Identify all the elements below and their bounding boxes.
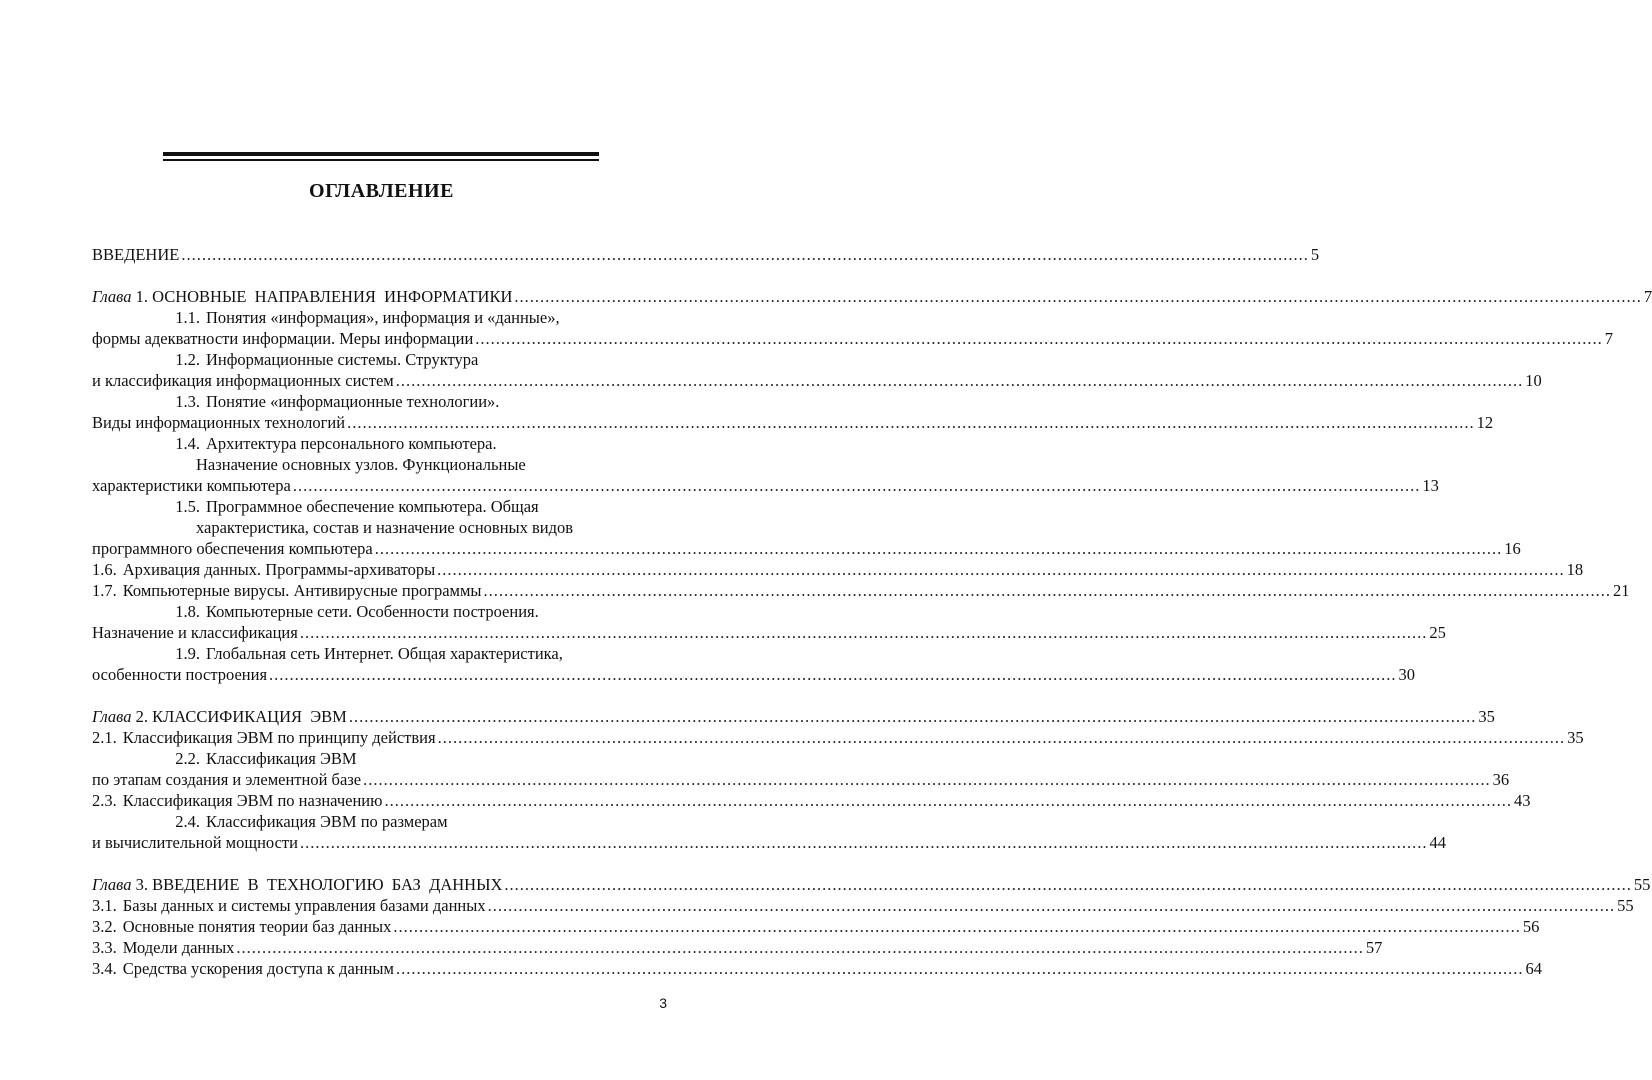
toc-section-row[interactable] — [92, 412, 1494, 433]
leader-dots: ............................................................................................................................................................................................................................ — [514, 287, 1642, 306]
toc-chapter-heading — [92, 286, 512, 307]
section-number: 1.9. — [175, 644, 200, 663]
section-number: 1.5. — [175, 497, 200, 516]
leader-dots: ............................................................................................................................................................................................................................ — [395, 371, 1524, 390]
section-title-line: и вычислительной мощности — [92, 833, 298, 852]
section-number: 2.3. — [92, 791, 117, 810]
leader-dots: ............................................................................................................................................................................................................................ — [395, 959, 1524, 978]
chapter-number: 1. — [131, 287, 148, 306]
toc-chapter-row[interactable] — [92, 874, 1651, 895]
toc-section-line — [92, 748, 670, 769]
section-page: 64 — [1525, 959, 1542, 978]
section-title-line: Назначение основных узлов. Функциональные — [196, 455, 526, 474]
toc-section-row[interactable] — [92, 832, 1446, 853]
leader-dots: ............................................................................................................................................................................................................................ — [292, 476, 1421, 495]
leader-dots: ............................................................................................................................................................................................................................ — [363, 770, 1491, 789]
leader-dots: ............................................................................................................................................................................................................................ — [437, 728, 1566, 747]
section-title-line: Средства ускорения доступа к данным — [122, 959, 394, 978]
section-title-line: Классификация ЭВМ по размерам — [206, 812, 448, 831]
toc-section-row[interactable] — [92, 769, 1510, 790]
section-number: 1.1. — [175, 308, 200, 327]
toc-section-row[interactable] — [92, 916, 1540, 937]
section-title-line: Классификация ЭВМ по принципу действия — [122, 728, 436, 747]
chapter-word: Глава — [92, 875, 132, 894]
section-number: 1.3. — [175, 392, 200, 411]
toc-section-row[interactable] — [92, 538, 1521, 559]
section-page: 57 — [1365, 938, 1383, 957]
section-title-line: Классификация ЭВМ — [206, 749, 357, 768]
chapter-page: 55 — [1633, 875, 1651, 894]
leader-dots: ............................................................................................................................................................................................................................ — [299, 623, 1428, 642]
toc-section-row[interactable] — [92, 790, 1531, 811]
chapter-title: КЛАССИФИКАЦИЯ ЭВМ — [152, 707, 347, 726]
toc-section-line — [92, 307, 670, 328]
section-title-line: характеристика, состав и назначение основных видов — [196, 518, 574, 537]
toc-section-row[interactable] — [92, 895, 1634, 916]
toc-section-row[interactable] — [92, 370, 1542, 391]
section-page: 25 — [1429, 623, 1446, 642]
section-number: 2.2. — [175, 749, 200, 768]
toc-intro-label: ВВЕДЕНИЕ — [92, 245, 180, 264]
section-title-line: Программное обеспечение компьютера. Общая — [206, 497, 539, 516]
toc-section-line — [92, 811, 670, 832]
section-page: 56 — [1522, 917, 1540, 936]
section-page: 36 — [1492, 770, 1510, 789]
section-title-line: Базы данных и системы управления базами данных — [122, 896, 486, 915]
header-rule-thin — [163, 159, 599, 161]
section-number: 1.7. — [92, 581, 117, 600]
toc-intro-row[interactable] — [92, 244, 1320, 265]
section-title-line: программного обеспечения компьютера — [92, 539, 373, 558]
toc-section-line — [92, 433, 670, 454]
toc-section-line — [92, 454, 670, 475]
section-number: 1.6. — [92, 560, 117, 579]
section-title-line: Классификация ЭВМ по назначению — [122, 791, 383, 810]
section-title-line: Глобальная сеть Интернет. Общая характеристика, — [206, 644, 563, 663]
toc-section-row[interactable] — [92, 622, 1446, 643]
section-title-line: Компьютерные сети. Особенности построения. — [206, 602, 539, 621]
section-page: 30 — [1398, 665, 1416, 684]
section-page: 10 — [1525, 371, 1542, 390]
leader-dots: ............................................................................................................................................................................................................................ — [487, 896, 1616, 915]
leader-dots: ............................................................................................................................................................................................................................ — [483, 581, 1612, 600]
section-title-line: по этапам создания и элементной базе — [92, 770, 362, 789]
section-page: 18 — [1566, 560, 1584, 579]
section-title-line: Архивация данных. Программы-архиваторы — [122, 560, 436, 579]
chapter-title: ОСНОВНЫЕ НАПРАВЛЕНИЯ ИНФОРМАТИКИ — [152, 287, 513, 306]
section-title-line: особенности построения — [92, 665, 268, 684]
toc-section-row[interactable] — [92, 475, 1439, 496]
section-title-line: Компьютерные вирусы. Антивирусные программы — [122, 581, 482, 600]
toc-section-row[interactable] — [92, 664, 1416, 685]
leader-dots: ............................................................................................................................................................................................................................ — [437, 560, 1565, 579]
section-page: 7 — [1604, 329, 1614, 348]
toc-section-line — [92, 643, 670, 664]
section-number: 3.3. — [92, 938, 117, 957]
toc-section-row[interactable] — [92, 328, 1614, 349]
section-number: 3.1. — [92, 896, 117, 915]
toc-section-line — [92, 496, 670, 517]
toc-chapter-row[interactable] — [92, 286, 1652, 307]
section-page: 16 — [1504, 539, 1521, 558]
toc-section-line — [92, 391, 670, 412]
leader-dots: ............................................................................................................................................................................................................................ — [269, 665, 1397, 684]
page-title: ОГЛАВЛЕНИЕ — [309, 180, 454, 202]
section-number: 2.4. — [175, 812, 200, 831]
toc-intro-page: 5 — [1310, 245, 1320, 264]
toc-section-row[interactable] — [92, 958, 1542, 979]
section-number: 1.8. — [175, 602, 200, 621]
leader-dots: ............................................................................................................................................................................................................................ — [504, 875, 1632, 894]
section-title-line: Модели данных — [122, 938, 235, 957]
leader-dots: ............................................................................................................................................................................................................................ — [299, 833, 1428, 852]
chapter-number: 3. — [131, 875, 148, 894]
page-number: 3 — [659, 995, 667, 1011]
section-title-line: формы адекватности информации. Меры информации — [92, 329, 474, 348]
chapter-word: Глава — [92, 707, 132, 726]
toc-gap — [92, 853, 670, 874]
section-title-line: Информационные системы. Структура — [206, 350, 479, 369]
leader-dots: ............................................................................................................................................................................................................................ — [374, 539, 1503, 558]
toc-section-line — [92, 601, 670, 622]
section-number: 3.4. — [92, 959, 117, 978]
leader-dots: ............................................................................................................................................................................................................................ — [236, 938, 1364, 957]
toc-section-row[interactable] — [92, 580, 1630, 601]
toc-gap — [92, 685, 670, 706]
toc-section-row[interactable] — [92, 937, 1383, 958]
section-title-line: Понятие «информационные технологии». — [206, 392, 500, 411]
section-title-line: Основные понятия теории баз данных — [122, 917, 392, 936]
toc-chapter-row[interactable] — [92, 706, 1495, 727]
table-of-contents — [92, 244, 1652, 979]
leader-dots: ............................................................................................................................................................................................................................ — [393, 917, 1521, 936]
section-page: 13 — [1422, 476, 1439, 495]
section-page: 44 — [1429, 833, 1446, 852]
section-page: 12 — [1476, 413, 1494, 432]
section-number: 1.2. — [175, 350, 200, 369]
toc-section-line — [92, 349, 670, 370]
chapter-page: 7 — [1643, 287, 1652, 306]
header-rule-thick — [163, 152, 599, 156]
section-page: 35 — [1567, 728, 1584, 747]
toc-section-row[interactable] — [92, 727, 1584, 748]
section-page: 55 — [1617, 896, 1634, 915]
section-page: 21 — [1613, 581, 1630, 600]
section-title-line: характеристики компьютера — [92, 476, 291, 495]
toc-chapter-heading — [92, 874, 502, 895]
leader-dots: ............................................................................................................................................................................................................................ — [475, 329, 1603, 348]
chapter-word: Глава — [92, 287, 132, 306]
chapter-title: ВВЕДЕНИЕ В ТЕХНОЛОГИЮ БАЗ ДАННЫХ — [152, 875, 503, 894]
section-number: 3.2. — [92, 917, 117, 936]
section-title-line: Назначение и классификация — [92, 623, 298, 642]
leader-dots: ............................................................................................................................................................................................................................ — [384, 791, 1512, 810]
toc-gap — [92, 265, 670, 286]
section-title-line: Виды информационных технологий — [92, 413, 346, 432]
section-title-line: и классификация информационных систем — [92, 371, 394, 390]
section-page: 43 — [1513, 791, 1531, 810]
toc-chapter-heading — [92, 706, 347, 727]
section-number: 1.4. — [175, 434, 200, 453]
toc-section-line — [92, 517, 670, 538]
leader-dots: ............................................................................................................................................................................................................................ — [347, 413, 1475, 432]
leader-dots: ............................................................................................................................................................................................................................ — [181, 245, 1309, 264]
section-number: 2.1. — [92, 728, 117, 747]
chapter-page: 35 — [1478, 707, 1495, 726]
chapter-number: 2. — [131, 707, 148, 726]
section-title-line: Архитектура персонального компьютера. — [206, 434, 497, 453]
leader-dots: ............................................................................................................................................................................................................................ — [348, 707, 1477, 726]
toc-section-row[interactable] — [92, 559, 1584, 580]
section-title-line: Понятия «информация», информация и «данные», — [206, 308, 560, 327]
